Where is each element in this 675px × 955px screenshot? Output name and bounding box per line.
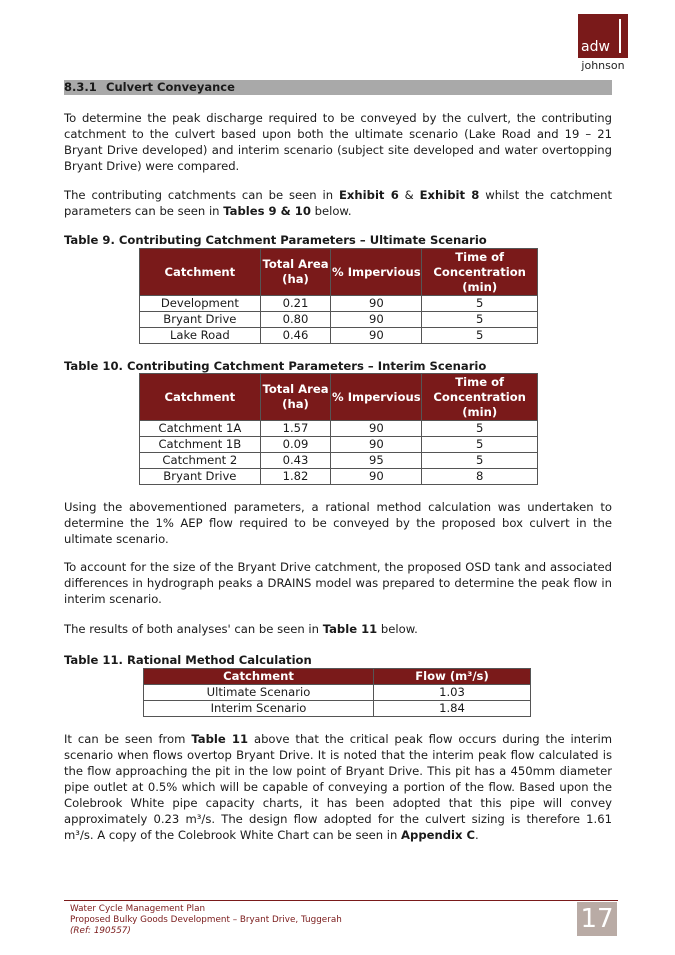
table10-header: Catchment xyxy=(140,374,261,421)
p5-text-c: below. xyxy=(377,622,418,636)
table10-caption: Table 10. Contributing Catchment Parameters – Interim Scenario xyxy=(64,359,487,373)
table-cell: 95 xyxy=(331,453,422,469)
table-cell: Catchment 1B xyxy=(140,437,261,453)
logo-sub-text: johnson xyxy=(581,59,625,72)
table-cell: 90 xyxy=(331,296,422,312)
page-number: 17 xyxy=(577,902,617,936)
table-cell: 1.57 xyxy=(260,421,331,437)
table10-header: % Impervious xyxy=(331,374,422,421)
table-row xyxy=(140,421,538,437)
paragraph-3: Using the abovementioned parameters, a rational method calculation was undertaken to determine the 1% AEP flow required to be conveyed by the proposed box culvert in the ultimate scenario. xyxy=(64,500,612,546)
logo-main-text: adw xyxy=(581,39,610,55)
table-cell: 0.43 xyxy=(260,453,331,469)
table10 xyxy=(139,373,538,485)
table10-header: Time of Concentration (min) xyxy=(422,374,538,421)
table9-header: Catchment xyxy=(140,249,261,296)
table-row xyxy=(144,685,531,701)
table9-caption: Table 9. Contributing Catchment Parameters – Ultimate Scenario xyxy=(64,233,487,247)
p5-table11: Table 11 xyxy=(322,622,378,636)
section-heading xyxy=(64,80,612,95)
p2-text-a: The contributing catchments can be seen in xyxy=(64,188,340,202)
p2-exhibit6: Exhibit 6 xyxy=(339,188,399,202)
table-row xyxy=(140,437,538,453)
company-logo xyxy=(578,14,628,72)
table-cell: Catchment 1A xyxy=(140,421,261,437)
table-cell: 0.09 xyxy=(260,437,331,453)
p6-text-e: . xyxy=(475,828,479,842)
table11 xyxy=(143,668,531,717)
table-row xyxy=(140,296,538,312)
table11-header-row xyxy=(144,669,531,685)
p2-text-c: & xyxy=(398,188,420,202)
table-cell: 5 xyxy=(422,328,538,344)
logo-bar xyxy=(619,19,621,53)
table-cell: 90 xyxy=(331,469,422,485)
footer-ref: (Ref: 190557) xyxy=(70,926,131,936)
table9-header-row xyxy=(140,249,538,296)
logo-mark xyxy=(578,14,628,58)
table11-header: Flow (m³/s) xyxy=(374,669,531,685)
table-cell: Bryant Drive xyxy=(140,469,261,485)
p6-table11: Table 11 xyxy=(191,732,249,746)
table-cell: Catchment 2 xyxy=(140,453,261,469)
p5-text-a: The results of both analyses' can be seen in xyxy=(64,622,323,636)
table-cell: 5 xyxy=(422,312,538,328)
table-cell: Bryant Drive xyxy=(140,312,261,328)
table-cell: 90 xyxy=(331,437,422,453)
table11-header: Catchment xyxy=(144,669,374,685)
table-row xyxy=(140,469,538,485)
table11-caption: Table 11. Rational Method Calculation xyxy=(64,653,312,667)
p2-exhibit8: Exhibit 8 xyxy=(419,188,480,202)
table-row xyxy=(144,701,531,717)
paragraph-5 xyxy=(64,621,612,637)
table-cell: 0.46 xyxy=(260,328,331,344)
paragraph-1: To determine the peak discharge required to be conveyed by the culvert, the contributing catchment to the culvert based upon both the ultimate scenario (Lake Road and 19 – 21 Bryant Drive developed) and interim scenario (subject site developed and water overtopping Bryant Drive) were compared. xyxy=(64,111,612,173)
table-cell: 1.82 xyxy=(260,469,331,485)
p6-appendix: Appendix C xyxy=(401,828,476,842)
footer-line2: Proposed Bulky Goods Development – Bryant Drive, Tuggerah xyxy=(70,915,342,925)
section-number: 8.3.1 xyxy=(64,80,97,94)
table-cell: 1.03 xyxy=(374,685,531,701)
footer-text xyxy=(70,904,342,937)
footer-divider xyxy=(64,900,618,901)
table-cell: 8 xyxy=(422,469,538,485)
table-row xyxy=(140,328,538,344)
table10-header: Total Area (ha) xyxy=(260,374,331,421)
p2-text-e: whilst the catchment parameters can be seen in xyxy=(64,188,613,218)
footer-line1: Water Cycle Management Plan xyxy=(70,904,206,914)
table9-header: Time of Concentration (min) xyxy=(422,249,538,296)
table10-header-row xyxy=(140,374,538,421)
table-cell: Development xyxy=(140,296,261,312)
table-cell: 5 xyxy=(422,421,538,437)
table-cell: 90 xyxy=(331,328,422,344)
table-cell: 0.80 xyxy=(260,312,331,328)
table-cell: 0.21 xyxy=(260,296,331,312)
table9-header: % Impervious xyxy=(331,249,422,296)
p2-text-g: below. xyxy=(310,204,352,218)
table9 xyxy=(139,248,538,344)
section-title: Culvert Conveyance xyxy=(106,80,235,94)
table9-header: Total Area (ha) xyxy=(260,249,331,296)
table-row xyxy=(140,453,538,469)
paragraph-2 xyxy=(64,187,612,219)
table-cell: 5 xyxy=(422,453,538,469)
paragraph-6 xyxy=(64,731,612,843)
table-cell: 1.84 xyxy=(374,701,531,717)
table-cell: Lake Road xyxy=(140,328,261,344)
paragraph-4: To account for the size of the Bryant Drive catchment, the proposed OSD tank and associated differences in hydrograph peaks a DRAINS model was prepared to determine the peak flow in interim scenario. xyxy=(64,560,612,606)
table-cell: 90 xyxy=(331,312,422,328)
table-cell: Interim Scenario xyxy=(144,701,374,717)
table-cell: 90 xyxy=(331,421,422,437)
p2-tables: Tables 9 & 10 xyxy=(223,204,311,218)
p6-text-c: above that the critical peak flow occurs during the interim scenario when flows overtop Bryant Drive. It is noted that the interim peak flow calculated is the flow approaching the pit in the low point of Bryant Drive. This pit has a 450mm diameter pipe outlet at 0.5% which will be capable of conveying a portion of the flow. Based upon the Colebrook White pipe capacity charts, it has been adopted that this pipe will convey approximately 0.23 m³/s. The design flow adopted for the culvert sizing is therefore 1.61 m³/s. A copy of the Colebrook White Chart can be seen in xyxy=(64,732,612,842)
table-cell: 5 xyxy=(422,437,538,453)
table-cell: 5 xyxy=(422,296,538,312)
table-cell: Ultimate Scenario xyxy=(144,685,374,701)
table-row xyxy=(140,312,538,328)
p6-text-a: It can be seen from xyxy=(64,732,192,746)
